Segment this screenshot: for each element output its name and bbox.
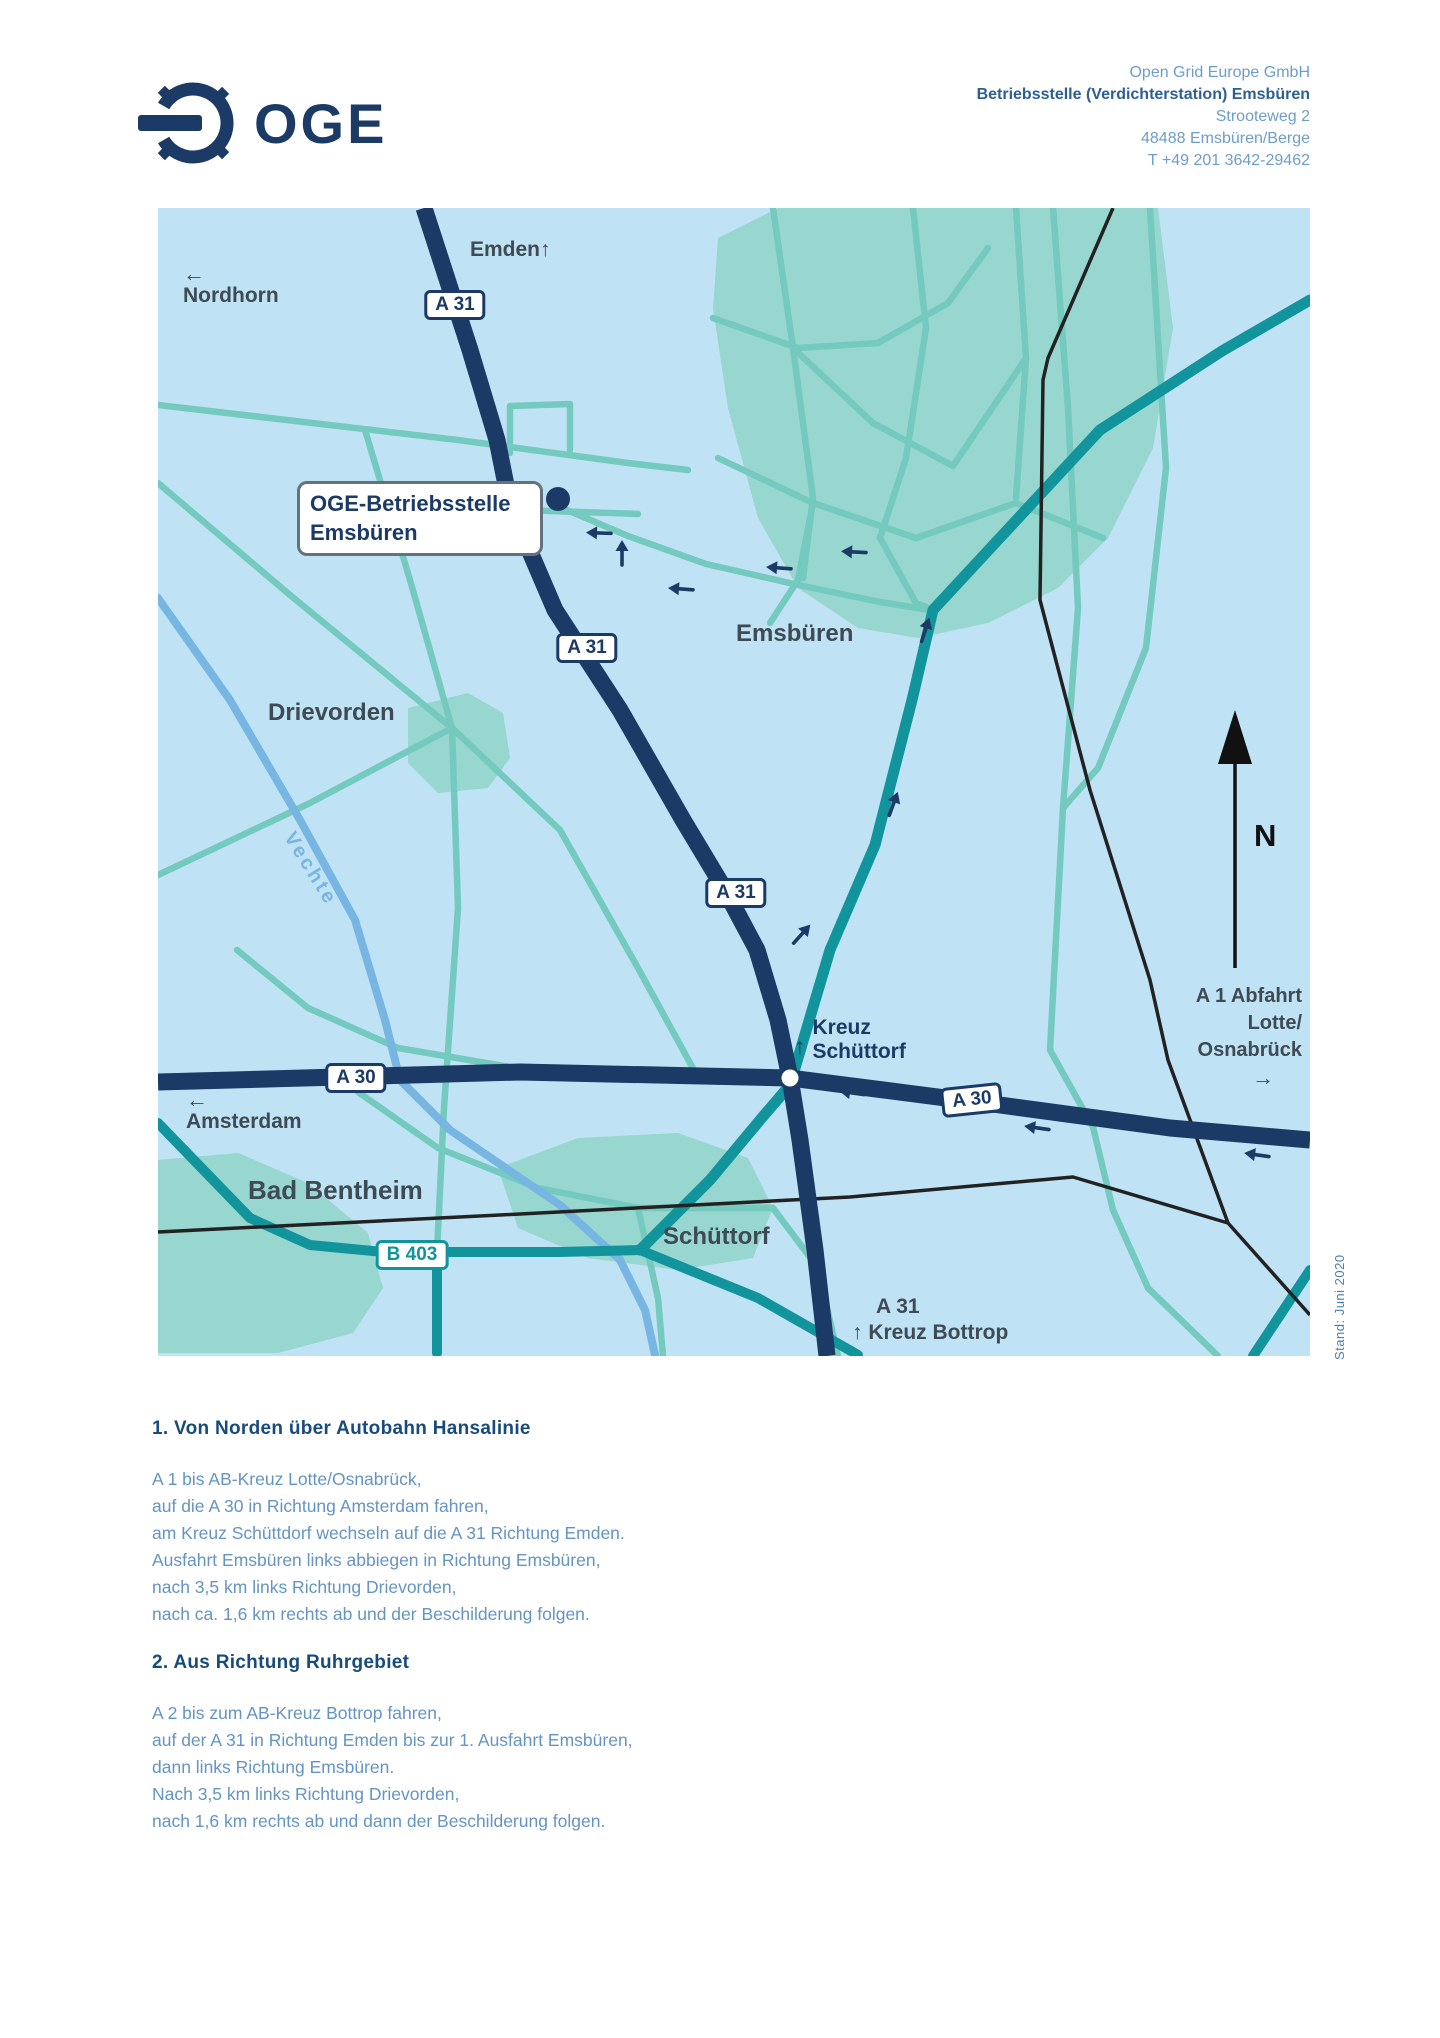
label-drievorden: Drievorden bbox=[268, 699, 395, 726]
direction-line: nach 1,6 km rechts ab und dann der Beschilderung folgen. bbox=[152, 1811, 606, 1831]
direction-line: nach ca. 1,6 km rechts ab und der Beschilderung folgen. bbox=[152, 1604, 590, 1624]
address-company: Open Grid Europe GmbH bbox=[1129, 64, 1310, 81]
badge-b403: B 403 bbox=[376, 1240, 449, 1270]
directions-section-2 bbox=[152, 1652, 1132, 1835]
left-arrow-icon: ← bbox=[186, 1087, 208, 1112]
oge-site-marker bbox=[546, 487, 570, 511]
kreuz-schuettorf-node bbox=[782, 1070, 799, 1087]
address-phone: T +49 201 3642-29462 bbox=[1147, 152, 1310, 169]
direction-line: auf die A 30 in Richtung Amsterdam fahren, bbox=[152, 1496, 489, 1516]
direction-line: A 1 bis AB-Kreuz Lotte/Osnabrück, bbox=[152, 1469, 422, 1489]
up-arrow-icon: ↑ bbox=[540, 238, 551, 261]
badge-a31-north: A 31 bbox=[424, 290, 485, 320]
address-site: Betriebsstelle (Verdichterstation) Emsbüren bbox=[976, 86, 1310, 103]
label-north: N bbox=[1254, 818, 1277, 853]
badge-a31-south: A 31 bbox=[705, 878, 766, 908]
direction-line: dann links Richtung Emsbüren. bbox=[152, 1757, 395, 1777]
direction-line: Nach 3,5 km links Richtung Drievorden, bbox=[152, 1784, 460, 1804]
label-river-vechte: Vechte bbox=[279, 828, 342, 910]
area-map bbox=[158, 208, 1310, 1356]
label-kreuz-bottrop: A 31 ↑ Kreuz Bottrop bbox=[852, 1295, 1009, 1345]
address-street: Strooteweg 2 bbox=[1215, 108, 1310, 125]
direction-line: auf der A 31 in Richtung Emden bis zur 1. Ausfahrt Emsbüren, bbox=[152, 1730, 633, 1750]
badge-a30-west: A 30 bbox=[325, 1063, 386, 1093]
north-arrow-icon bbox=[1218, 710, 1252, 968]
logo-wordmark: OGE bbox=[254, 92, 388, 155]
label-schuettorf: Schüttorf bbox=[663, 1223, 770, 1250]
right-arrow-icon: → bbox=[1252, 1065, 1274, 1090]
label-a1-abfahrt: A 1 Abfahrt Lotte/ Osnabrück → bbox=[1195, 985, 1302, 1090]
up-arrow-icon: ↑ bbox=[794, 1032, 806, 1059]
label-emden: Emden↑ bbox=[470, 238, 551, 261]
left-arrow-icon: ← bbox=[183, 261, 205, 286]
address-block bbox=[977, 62, 1310, 172]
oge-logo-icon bbox=[138, 80, 438, 175]
label-kreuz-schuettorf: ↑ Kreuz Schüttorf bbox=[794, 1016, 906, 1064]
logo-pipe-bar bbox=[138, 115, 202, 131]
label-amsterdam: ← Amsterdam bbox=[186, 1087, 302, 1133]
badge-a30-east: A 30 bbox=[940, 1082, 1004, 1118]
oge-logo bbox=[138, 80, 438, 175]
direction-line: Ausfahrt Emsbüren links abbiegen in Richtung Emsbüren, bbox=[152, 1550, 601, 1570]
badge-a31-middle: A 31 bbox=[556, 633, 617, 663]
directions-section-1 bbox=[152, 1418, 1132, 1628]
section-2-heading: 2. Aus Richtung Ruhrgebiet bbox=[152, 1652, 410, 1673]
label-nordhorn: ← Nordhorn bbox=[183, 261, 279, 307]
label-emsbueren: Emsbüren bbox=[736, 620, 854, 647]
direction-line: nach 3,5 km links Richtung Drievorden, bbox=[152, 1577, 457, 1597]
address-city: 48488 Emsbüren/Berge bbox=[1141, 130, 1310, 147]
direction-line: am Kreuz Schüttdorf wechseln auf die A 31 Richtung Emden. bbox=[152, 1523, 625, 1543]
direction-line: A 2 bis zum AB-Kreuz Bottrop fahren, bbox=[152, 1703, 442, 1723]
oge-site-callout: OGE-Betriebsstelle Emsbüren bbox=[297, 481, 543, 556]
section-1-heading: 1. Von Norden über Autobahn Hansalinie bbox=[152, 1418, 531, 1439]
label-bad-bentheim: Bad Bentheim bbox=[248, 1175, 423, 1205]
stand-note: Stand: Juni 2020 bbox=[1332, 1254, 1347, 1360]
